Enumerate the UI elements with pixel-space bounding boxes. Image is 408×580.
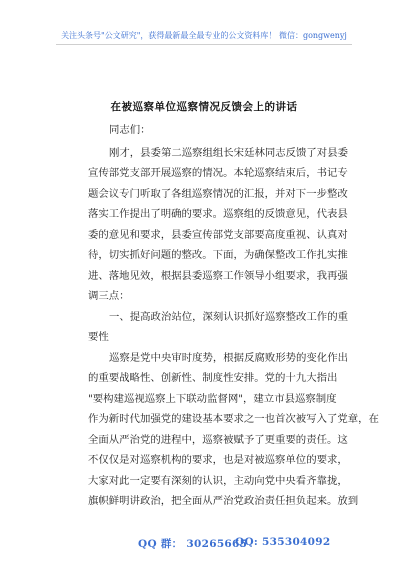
- footer-qq-number: QQ: 535304092: [235, 536, 331, 548]
- paragraph-line: 进、落地见效，根据县委巡察工作领导小组要求，我再强: [88, 269, 348, 282]
- section-heading: 要性: [88, 331, 109, 343]
- paragraph-line: 全面从严治党的进程中，巡察被赋予了更重要的责任。这: [88, 433, 348, 446]
- footer-qq-group: QQ 群： 30265665: [138, 538, 248, 550]
- paragraph-line: "要构建巡视巡察上下联动监督网"，建立市县巡察制度: [88, 392, 337, 405]
- paragraph-line: 宣传部党支部开展巡察的情况。本轮巡察结束后，书记专: [88, 167, 348, 179]
- paragraph-line: 刚才，县委第二巡察组组长宋廷林同志反馈了对县委: [109, 146, 348, 159]
- paragraph-line: 委的意见和要求，县委宣传部党支部要高度重视、认真对: [88, 228, 348, 241]
- header-divider: [56, 44, 352, 45]
- document-title: 在被巡察单位巡察情况反馈会上的讲话: [110, 101, 298, 113]
- paragraph-line: 旗帜鲜明讲政治，把全面从严治党政治责任担负起来。放到: [88, 495, 359, 507]
- section-heading: 一、提高政治站位，深刻认识抓好巡察整改工作的重: [109, 310, 348, 323]
- paragraph-line: 的重要战略性、创新性、制度性安排。党的十九大指出: [88, 372, 338, 384]
- header-banner: 关注头条号"公文研究"，获得最新最全最专业的公文资料库！ 微信：gongwenyj: [61, 31, 347, 40]
- paragraph-line: 落实工作提出了明确的要求。巡察组的反馈意见，代表县: [88, 208, 348, 220]
- paragraph-line: 大家对此一定要有深刻的认识，主动向党中央看齐靠拢，: [88, 474, 348, 487]
- paragraph-line: 不仅仅是对巡察机构的要求，也是对被巡察单位的要求，: [88, 454, 348, 466]
- document-body: [88, 120, 379, 512]
- paragraph-line: 题会议专门听取了各组巡察情况的汇报，并对下一步整改: [88, 187, 348, 200]
- paragraph-line: 待，切实抓好问题的整改。下面，为确保整改工作扎实推: [88, 249, 348, 261]
- paragraph-line: 作为新时代加强党的建设基本要求之一也首次被写入了党章，在: [88, 413, 379, 425]
- paragraph-line: 调三点：: [88, 290, 130, 302]
- paragraph-line: 巡察是党中央审时度势，根据反腐败形势的变化作出: [109, 351, 348, 364]
- salutation: 同志们：: [109, 124, 151, 136]
